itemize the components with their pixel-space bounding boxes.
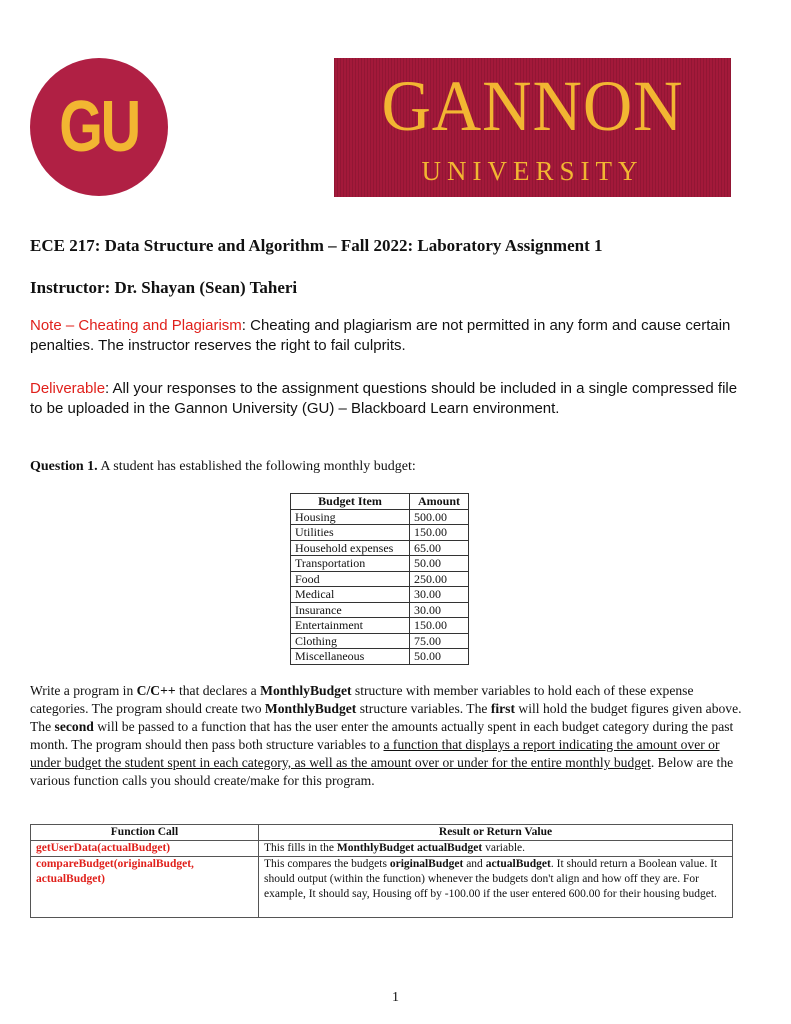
deliverable-paragraph: [30, 379, 740, 419]
desc-bold: C/C++: [136, 683, 176, 698]
note-text: : Cheating and plagiarism are not permitted in any form and cause certain penalties. The instructor reserves the right to fail culprits.: [30, 317, 731, 354]
budget-table-header: [291, 494, 469, 510]
result-text: and: [463, 858, 486, 870]
function-call: getUserData(actualBudget): [31, 841, 259, 857]
table-row: [291, 633, 469, 649]
result-text: variable.: [482, 842, 526, 854]
gannon-university-banner: [334, 58, 731, 197]
result-bold: originalBudget: [389, 858, 464, 870]
budget-amount: 500.00: [410, 509, 469, 525]
deliverable-text: : All your responses to the assignment questions should be included in a single compressed file to be uploaded in the Gannon University (GU) – Blackboard Learn environment.: [30, 380, 738, 417]
table-row: [291, 540, 469, 556]
question-1-label: Question 1.: [30, 459, 98, 474]
table-row: [291, 571, 469, 587]
document-title: ECE 217: Data Structure and Algorithm – Fall 2022: Laboratory Assignment 1: [30, 236, 603, 255]
table-row: [291, 556, 469, 572]
budget-amount: 150.00: [410, 525, 469, 541]
university-word: UNIVERSITY: [421, 156, 644, 186]
budget-table: [290, 493, 469, 665]
function-result: [259, 841, 733, 857]
table-row: [291, 649, 469, 665]
budget-amount: 50.00: [410, 556, 469, 572]
result-text: . It should return a Boolean value. It should output (within the function) whenever the budgets don't align and how off they are. For example, It should say, Housing off by -100.00 if the user entered 600.00 for their housing budget.: [264, 858, 718, 900]
desc-text: structure with member variables to hold each of these expense categories. The program should create two: [30, 683, 694, 716]
result-bold: MonthlyBudget actualBudget: [336, 842, 483, 854]
budget-item: Miscellaneous: [291, 649, 410, 665]
function-call: compareBudget(originalBudget, actualBudget): [31, 857, 259, 918]
budget-item: Food: [291, 571, 410, 587]
desc-text: that declares a: [175, 683, 261, 698]
budget-item: Transportation: [291, 556, 410, 572]
table-row: [291, 509, 469, 525]
instructor-line: Instructor: Dr. Shayan (Sean) Taheri: [30, 278, 298, 297]
deliverable-label: Deliverable: [30, 380, 106, 397]
question-1-text: A student has established the following monthly budget:: [97, 459, 416, 474]
budget-amount: 150.00: [410, 618, 469, 634]
amount-header: Amount: [410, 494, 469, 510]
desc-text: structure variables. The: [356, 701, 491, 716]
result-header: Result or Return Value: [259, 825, 733, 841]
desc-text: Write a program in: [30, 683, 137, 698]
budget-amount: 250.00: [410, 571, 469, 587]
budget-item: Housing: [291, 509, 410, 525]
program-description: [30, 682, 742, 790]
budget-amount: 30.00: [410, 587, 469, 603]
budget-item: Clothing: [291, 633, 410, 649]
budget-amount: 65.00: [410, 540, 469, 556]
budget-amount: 30.00: [410, 602, 469, 618]
desc-text: will be passed to a function that has the user enter the amounts actually spent in each budget category during the past month. The program should then pass both structure variables to: [30, 719, 734, 752]
budget-item-header: Budget Item: [291, 494, 410, 510]
table-row: [291, 618, 469, 634]
result-text: This fills in the: [264, 842, 337, 854]
budget-item: Utilities: [291, 525, 410, 541]
function-calls-table: [30, 824, 733, 918]
gu-logo-text: GU: [59, 87, 139, 167]
result-text: This compares the budgets: [264, 858, 390, 870]
page-number: 1: [392, 990, 399, 1005]
budget-item: Medical: [291, 587, 410, 603]
desc-bold: MonthlyBudget: [264, 701, 357, 716]
function-result: [259, 857, 733, 918]
result-bold: actualBudget: [485, 858, 551, 870]
desc-text: . Below are the various function calls you should create/make for this program.: [30, 755, 734, 788]
budget-item: Household expenses: [291, 540, 410, 556]
function-call-header: Function Call: [31, 825, 259, 841]
table-row: [291, 587, 469, 603]
desc-bold: MonthlyBudget: [260, 683, 352, 698]
function-table-header: [31, 825, 733, 841]
desc-underlined: a function that displays a report indicating the amount over or under budget the student spent in each category, as well as the amount over or under for the entire monthly budget: [30, 737, 720, 770]
table-row: [291, 602, 469, 618]
table-row: [31, 857, 733, 918]
budget-item: Insurance: [291, 602, 410, 618]
note-label: Note – Cheating and Plagiarism: [30, 317, 242, 334]
budget-amount: 50.00: [410, 649, 469, 665]
gannon-word: GANNON: [381, 66, 684, 146]
note-paragraph: [30, 316, 740, 356]
table-row: [31, 841, 733, 857]
desc-text: will hold the budget figures given above. The: [30, 701, 742, 734]
desc-bold: first: [490, 701, 515, 716]
desc-bold: second: [54, 719, 94, 734]
budget-item: Entertainment: [291, 618, 410, 634]
table-row: [291, 525, 469, 541]
budget-amount: 75.00: [410, 633, 469, 649]
gu-logo: [30, 58, 168, 196]
question-1-prompt: [30, 459, 416, 475]
